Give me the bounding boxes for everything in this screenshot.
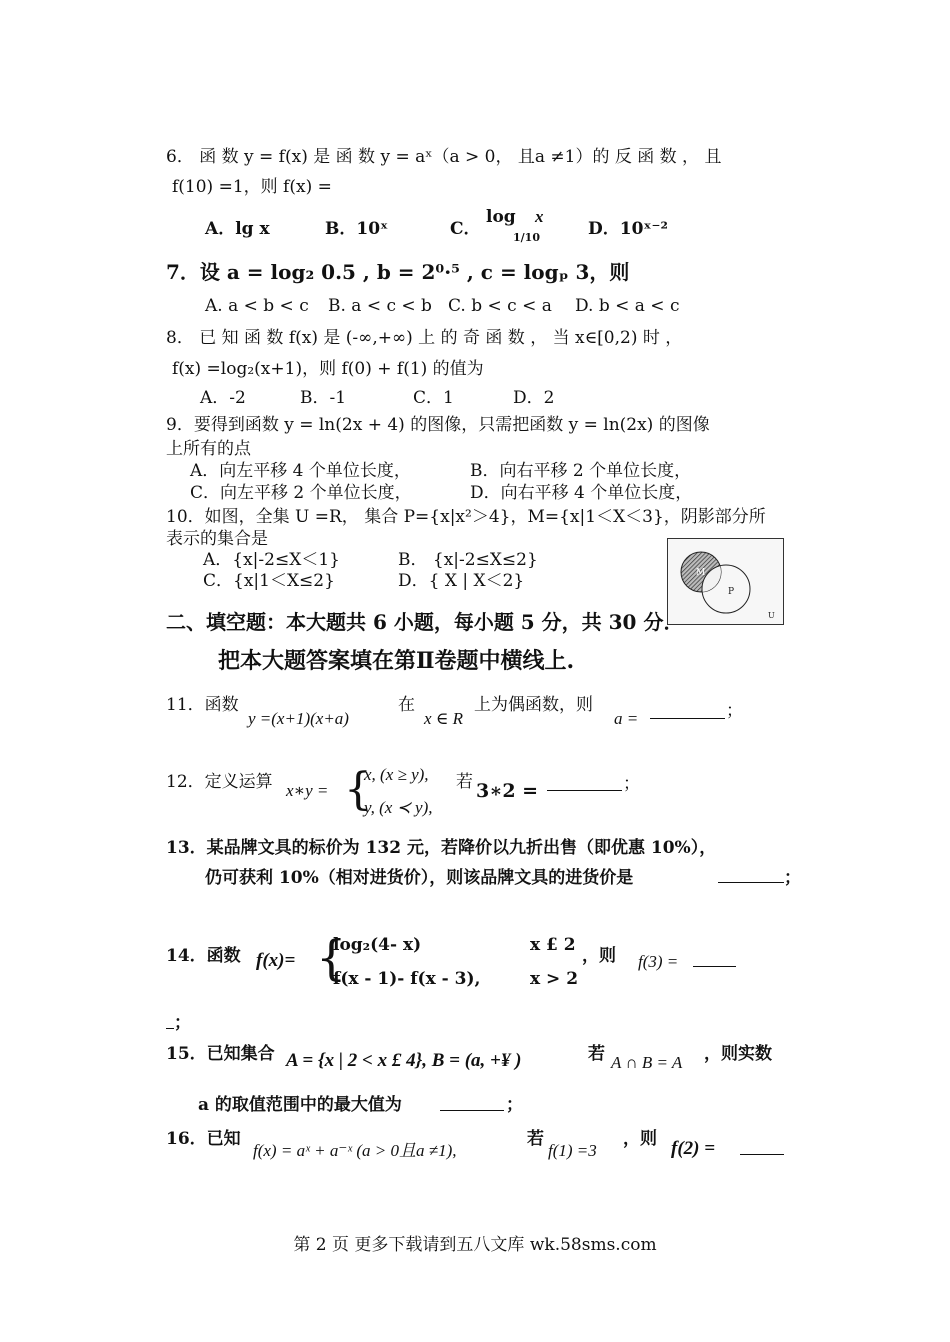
q6-line2: f(10) =1，则 f(x) = [172,177,332,197]
q6-line1: 6． 函 数 y = f(x) 是 函 数 y = aˣ（a > 0， 且a ≠1）的 反 函 数 ， 且 [166,147,722,167]
q11-answer-blank[interactable] [650,704,725,719]
q14-label: 14．函数 [166,946,241,966]
q10-option-d: D．{ X | X＜2} [398,571,525,591]
q16-mid: 若 [527,1129,544,1149]
q11-domain: x ∈ R [424,709,464,728]
q9-option-c: C．向左平移 2 个单位长度， [190,483,412,503]
q15-line2: a 的取值范围中的最大值为 [198,1095,402,1115]
q13-answer-blank[interactable] [718,868,784,883]
q14-end: ； [174,1013,191,1033]
q7-option-b: B. a < c < b [328,296,432,316]
q6-option-d: D．10ˣ⁻² [588,219,668,239]
q15-end: ； [506,1095,523,1115]
q14-brace: { [316,930,347,986]
q15-mid: 若 [588,1044,605,1064]
q11-var: a = [614,709,639,728]
q15-cond: A ∩ B = A [611,1053,683,1072]
q12-expr: 3∗2 = [476,780,539,802]
q8-option-a: A．-2 [200,388,246,408]
q12-case1: x, (x ≥ y), [364,765,429,784]
q8-option-d: D．2 [513,388,555,408]
venn-label-u: U [768,611,775,620]
page-footer: 第 2 页 更多下载请到五八文库 wk.58sms.com [293,1235,657,1255]
q14-case1: log₂(4- x) [333,935,422,955]
q7-option-d: D. b < a < c [575,296,680,316]
venn-label-p: P [728,587,735,597]
venn-label-m: M [696,568,706,578]
q10-option-a: A．{x|-2≤X＜1} [203,550,340,570]
q10-line2: 表示的集合是 [166,529,268,549]
q12-label: 12．定义运算 [166,772,273,792]
q15-label: 15．已知集合 [166,1044,275,1064]
q12-case2: y, (x ≺ y), [364,798,433,817]
q16-tail: ，则 [623,1129,657,1149]
q7-stem: 7．设 a = log₂ 0.5 , b = 2⁰·⁵ , c = logₚ 3，则 [166,260,630,284]
q13-line1: 13．某品牌文具的标价为 132 元，若降价以九折出售（即优惠 10%）， [166,838,717,858]
q14-cond1: x £ 2 [530,935,576,955]
q16-ask: f(2) = [671,1138,716,1159]
q12-end: ； [623,774,640,794]
q6-option-c-arg: x [535,207,544,226]
q7-option-a: A. a < b < c [205,296,309,316]
q11-label: 11．函数 [166,695,239,715]
section2-subtitle: 把本大题答案填在第Ⅱ卷题中横线上. [218,648,575,674]
q10-line1: 10．如图，全集 U =R， 集合 P={x|x²＞4}，M={x|1＜X＜3}，阴影部分所 [166,507,766,527]
q6-option-c-base: 1/10 [513,231,540,244]
q11-mid: 在 [398,695,415,715]
q16-func: f(x) = aˣ + a⁻ˣ (a > 0且a ≠1), [253,1141,457,1160]
q14-lhs: f(x)= [256,950,296,971]
q12-lhs: x∗y = [286,781,329,800]
q9-option-d: D．向右平移 4 个单位长度， [470,483,693,503]
q14-cond2: x > 2 [530,969,579,989]
q14-answer-blank-wrap[interactable] [166,1014,174,1029]
q14-answer-blank[interactable] [693,952,736,967]
q6-option-c: C． [450,219,481,239]
q15-set-a: A = {x | 2 < x £ 4}, B = (a, +¥ ) [286,1050,522,1071]
q10-option-c: C．{x|1＜X≤2} [203,571,335,591]
q11-formula: y =(x+1)(x+a) [248,709,349,728]
q8-option-b: B．-1 [300,388,347,408]
section2-title: 二、填空题：本大题共 6 小题，每小题 5 分，共 30 分． [166,610,684,634]
q14-tail: ，则 [582,946,616,966]
q12-answer-blank[interactable] [547,776,622,791]
q9-line1: 9．要得到函数 y = ln(2x + 4) 的图像，只需把函数 y = ln(2x) 的图像 [166,415,710,435]
venn-diagram [667,538,784,625]
q11-end: ； [726,701,743,721]
venn-svg [668,539,783,624]
q6-option-b: B．10ˣ [325,219,389,239]
q6-option-c-log: log [486,207,516,227]
q16-answer-blank[interactable] [740,1140,784,1155]
q14-case2: f(x - 1)- f(x - 3), [333,969,481,989]
q14-ask: f(3) = [638,952,679,971]
q16-cond: f(1) =3 [548,1141,597,1160]
q7-option-c: C. b < c < a [448,296,552,316]
q9-line2: 上所有的点 [166,439,251,459]
q15-tail: ，则实数 [704,1044,772,1064]
q16-label: 16．已知 [166,1129,241,1149]
q8-line2: f(x) =log₂(x+1)，则 f(0) + f(1) 的值为 [172,359,484,379]
q8-line1: 8． 已 知 函 数 f(x) 是 (-∞,+∞) 上 的 奇 函 数 ， 当 x∈[0,2) 时 ， [166,328,683,348]
q13-line2: 仍可获利 10%（相对进货价），则该品牌文具的进货价是 [205,868,634,888]
q6-option-a: A．lg x [205,219,270,239]
q9-option-b: B．向右平移 2 个单位长度， [470,461,692,481]
q9-option-a: A．向左平移 4 个单位长度， [190,461,411,481]
q10-option-b: B． {x|-2≤X≤2} [398,550,538,570]
q11-tail: 上为偶函数，则 [474,695,593,715]
q12-mid: 若 [456,772,473,792]
q13-end: ； [784,868,801,888]
q12-brace: { [344,764,372,815]
q15-answer-blank[interactable] [440,1096,504,1111]
q8-option-c: C．1 [413,388,454,408]
